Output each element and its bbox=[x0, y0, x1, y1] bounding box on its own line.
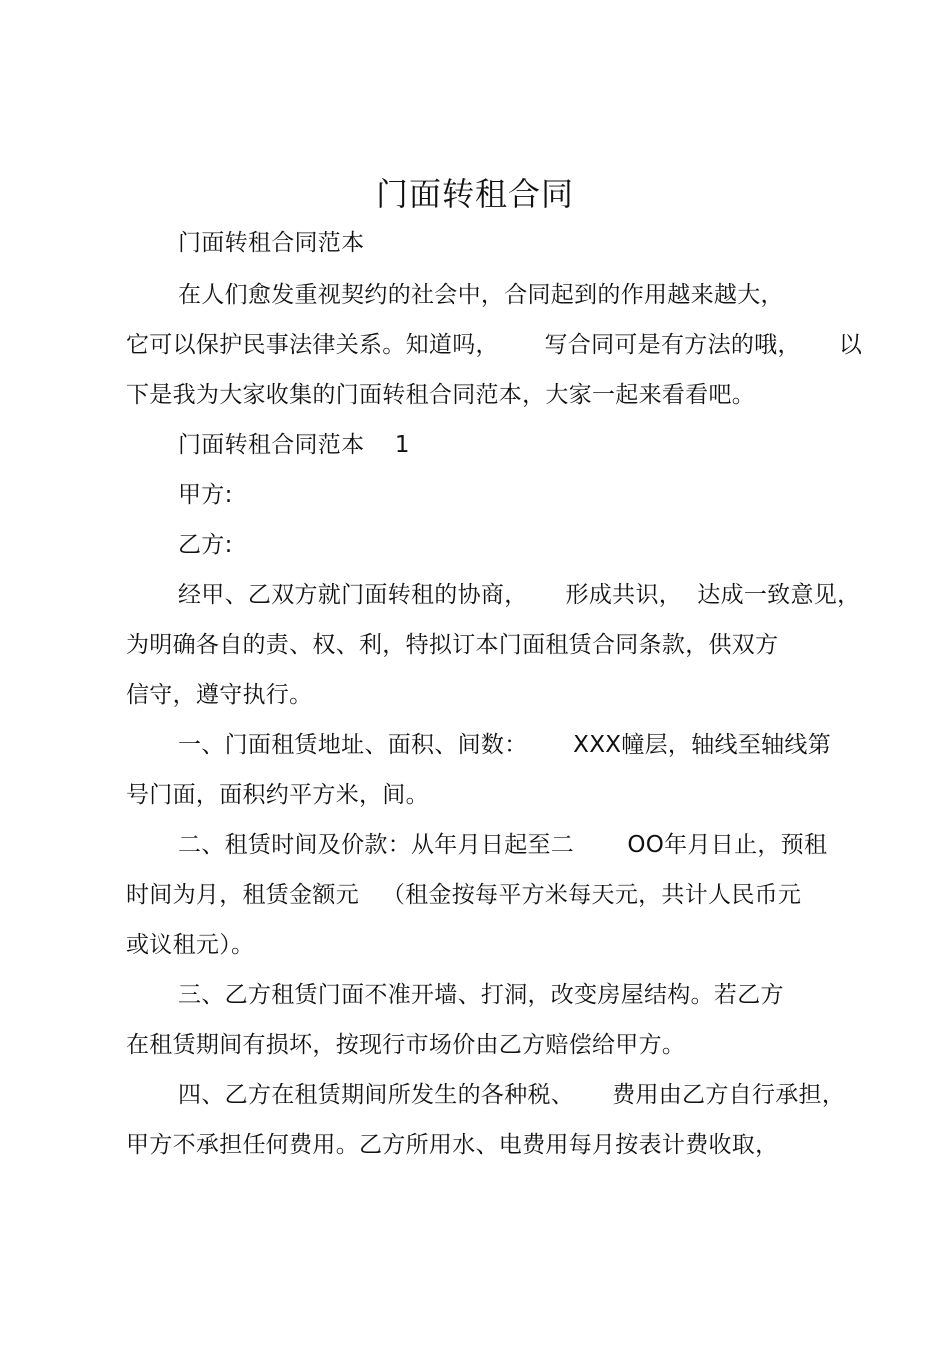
text-line: 它可以保护民事法律关系。知道吗， 写合同可是有方法的哦， 以 bbox=[126, 332, 863, 358]
text-line: 信守，遵守执行。 bbox=[126, 682, 313, 708]
text-line: 号门面，面积约平方米，间。 bbox=[126, 782, 429, 808]
text-line: 下是我为大家收集的门面转租合同范本，大家一起来看看吧。 bbox=[126, 382, 756, 408]
text-line: 时间为月，租赁金额元 （租金按每平方米每天元，共计人民币元 bbox=[126, 882, 802, 908]
party-a-label: 甲方: bbox=[178, 482, 233, 508]
text-line: 甲方不承担任何费用。乙方所用水、电费用每月按表计费收取， bbox=[126, 1132, 779, 1158]
clause-2: 二、租赁时间及价款：从年月日起至二 OO年月日止，预租 bbox=[178, 832, 828, 858]
section-heading: 门面转租合同范本 1 bbox=[178, 432, 410, 458]
subtitle-line: 门面转租合同范本 bbox=[178, 230, 365, 256]
text-line: 或议租元）。 bbox=[126, 932, 255, 958]
text-line: 为明确各自的责、权、利，特拟订本门面租赁合同条款，供双方 bbox=[126, 632, 779, 658]
text-line: 在人们愈发重视契约的社会中，合同起到的作用越来越大， bbox=[178, 282, 784, 308]
document-title: 门面转租合同 bbox=[375, 175, 574, 213]
party-b-label: 乙方: bbox=[178, 532, 233, 558]
clause-3: 三、乙方租赁门面不准开墙、打洞，改变房屋结构。若乙方 bbox=[178, 982, 784, 1008]
text-line: 在租赁期间有损坏，按现行市场价由乙方赔偿给甲方。 bbox=[126, 1032, 686, 1058]
clause-4: 四、乙方在租赁期间所发生的各种税、 费用由乙方自行承担， bbox=[178, 1082, 846, 1108]
text-line: 经甲、乙双方就门面转租的协商， 形成共识， 达成一致意见， bbox=[178, 582, 861, 608]
clause-1: 一、门面租赁地址、面积、间数： XXX幢层，轴线至轴线第 bbox=[178, 732, 832, 758]
